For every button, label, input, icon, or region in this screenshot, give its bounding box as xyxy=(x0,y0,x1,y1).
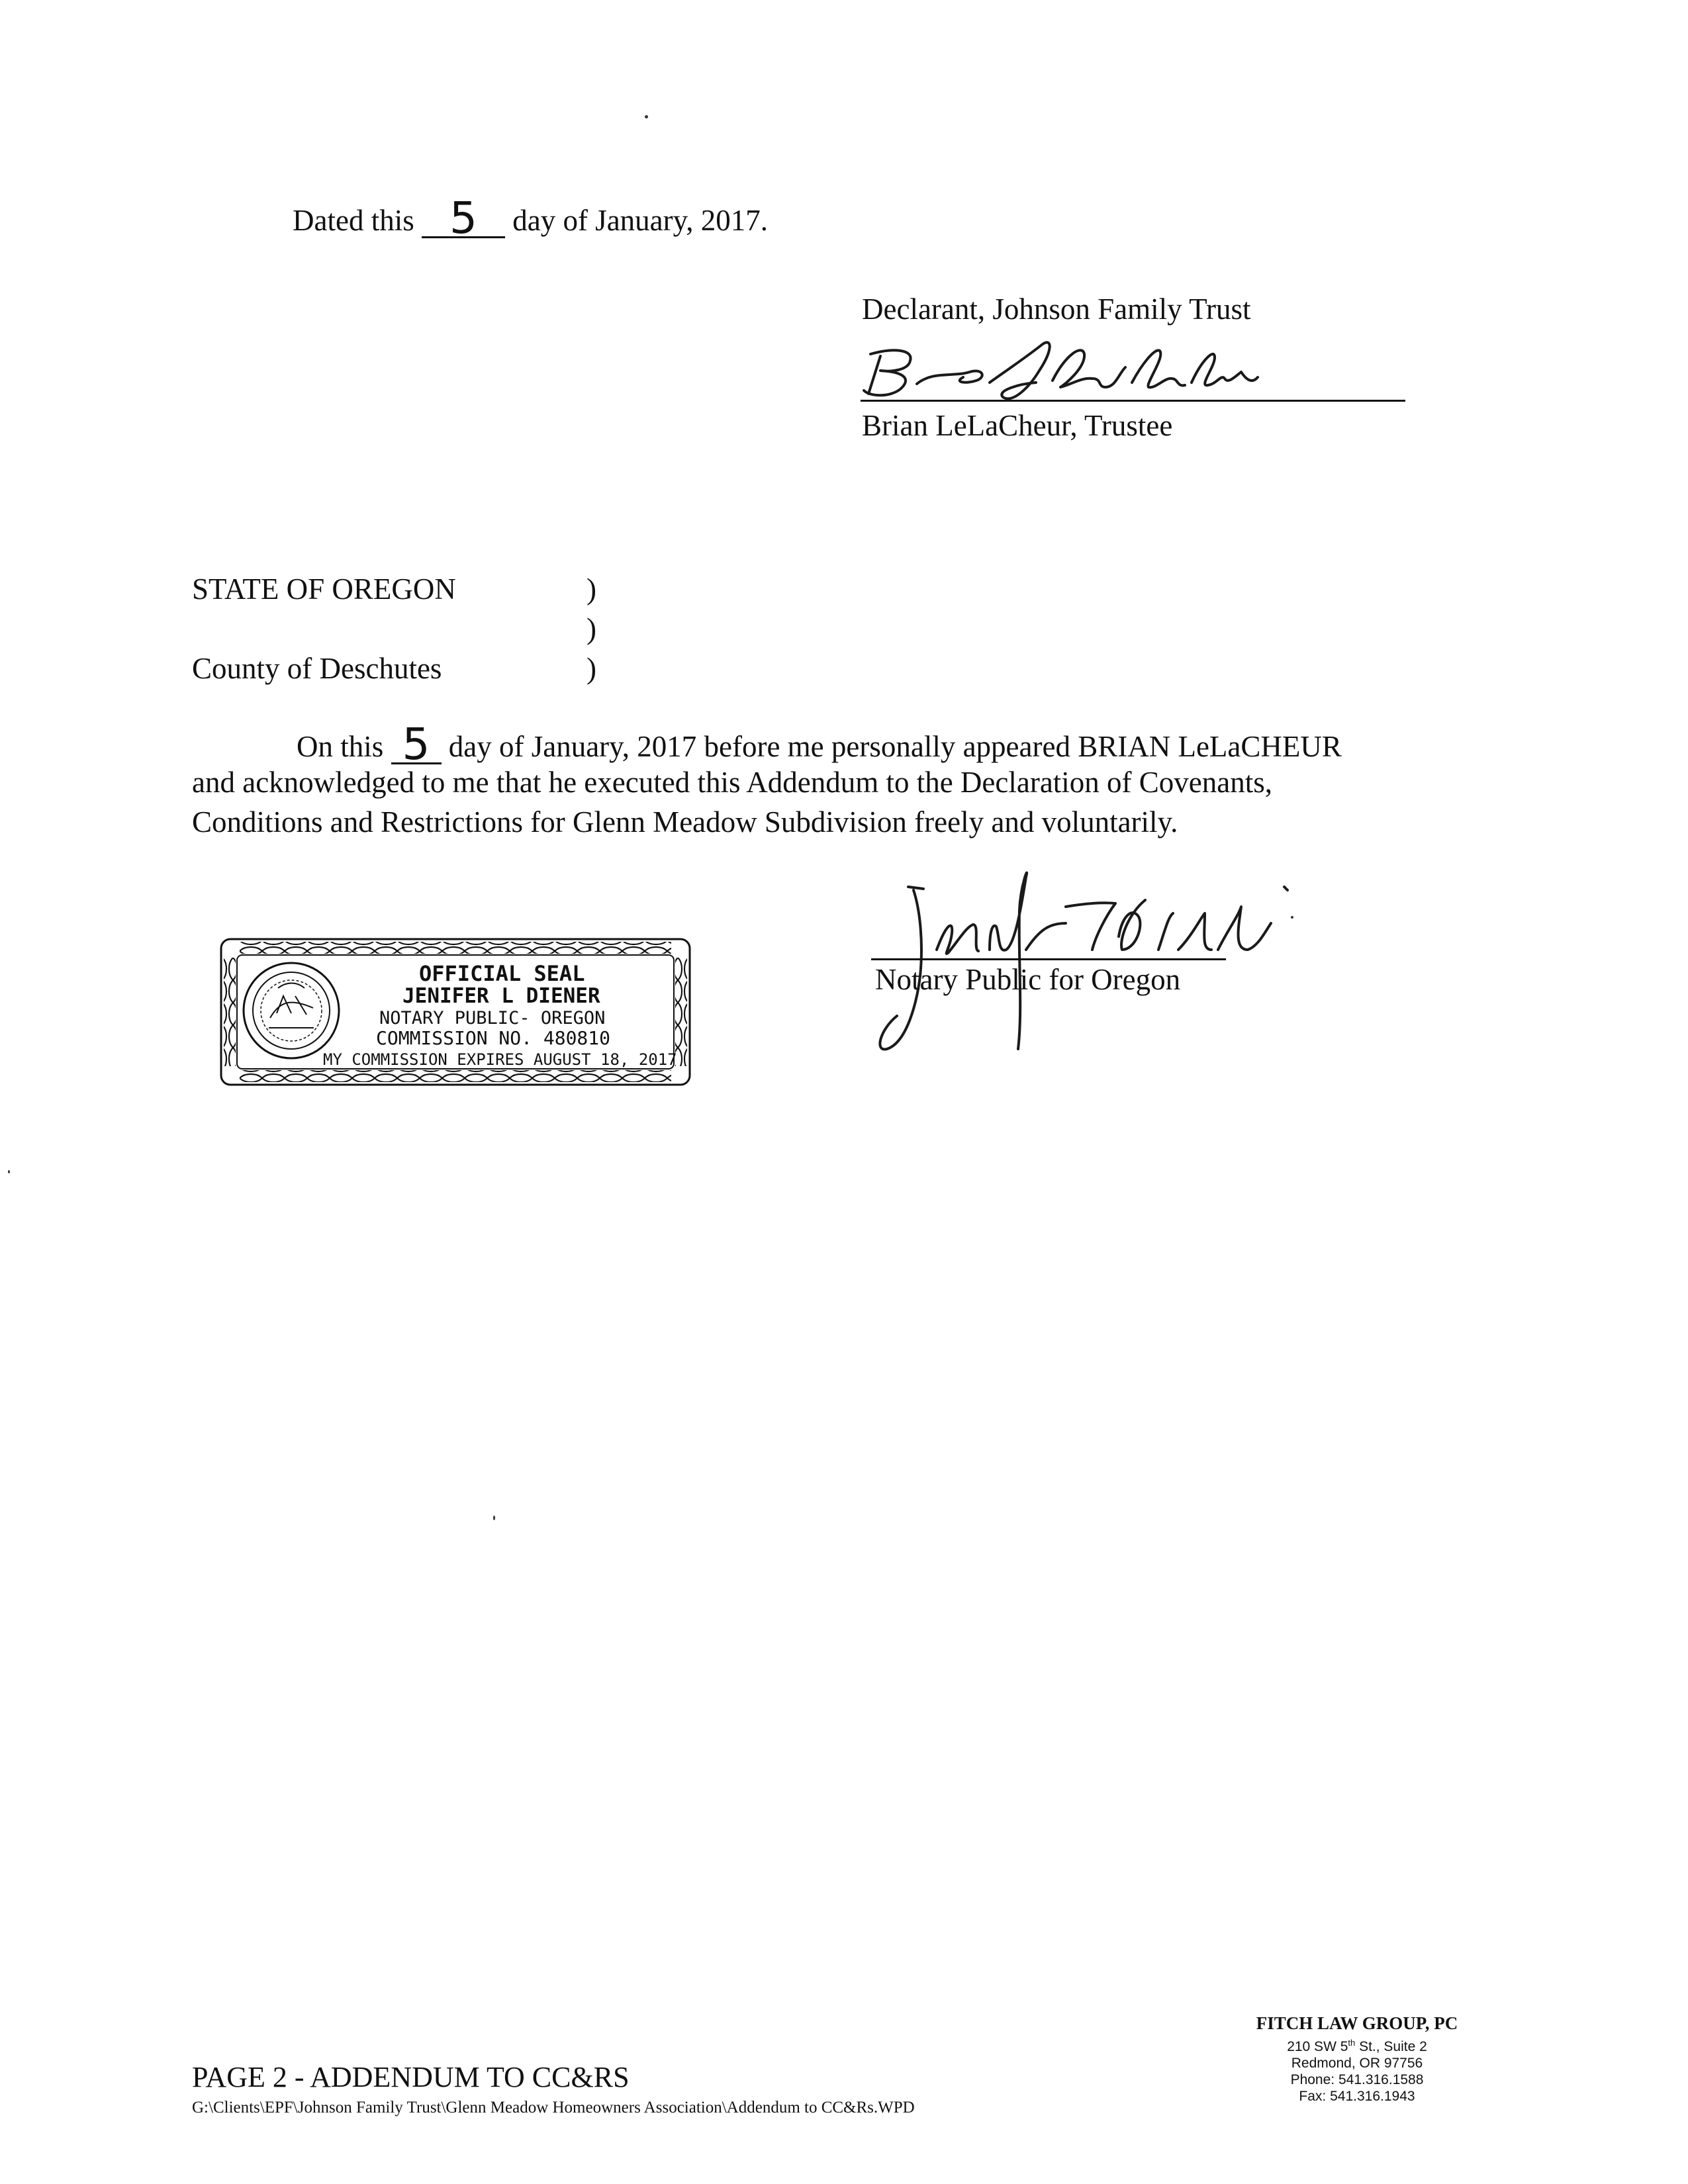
firm-name: FITCH LAW GROUP, PC xyxy=(1256,2013,1458,2033)
declarant-heading: Declarant, Johnson Family Trust xyxy=(862,293,1251,326)
dated-day-blank: 5 xyxy=(422,201,505,238)
notary-official-seal xyxy=(217,935,694,1089)
declarant-signer: Brian LeLaCheur, Trustee xyxy=(862,409,1173,442)
dated-prefix: Dated this xyxy=(293,204,414,237)
seal-commission-expires: MY COMMISSION EXPIRES AUGUST 18, 2017 xyxy=(323,1050,677,1069)
seal-notary-name: JENIFER L DIENER xyxy=(402,984,600,1008)
seal-title: OFFICIAL SEAL xyxy=(419,961,585,986)
dated-line xyxy=(293,193,768,244)
footer-file-path: G:\Clients\EPF\Johnson Family Trust\Glenn Meadow Homeowners Association\Addendum to CC&Rs.WPD xyxy=(192,2099,915,2116)
ack-day-blank: 5 xyxy=(391,727,442,764)
scan-speck xyxy=(1291,916,1293,919)
notary-signature-line xyxy=(871,958,1226,960)
seal-commission-number: COMMISSION NO. 480810 xyxy=(376,1027,611,1049)
ack-suffix: day of January, 2017 before me personally appeared BRIAN LeLaCHEUR xyxy=(448,730,1342,763)
declarant-signature-line xyxy=(861,400,1405,402)
ack-prefix: On this xyxy=(297,730,384,763)
seal-notary-public: NOTARY PUBLIC- OREGON xyxy=(379,1008,606,1028)
venue-state: STATE OF OREGON xyxy=(192,572,456,606)
venue-county: County of Deschutes xyxy=(192,652,442,685)
venue-paren-2: ) xyxy=(586,612,596,645)
firm-address-1: 210 SW 5th St., Suite 2 xyxy=(1287,2038,1427,2054)
firm-phone: Phone: 541.316.1588 xyxy=(1290,2072,1424,2087)
venue-paren-3: ) xyxy=(586,652,596,685)
ack-line-3: Conditions and Restrictions for Glenn Meadow Subdivision freely and voluntarily. xyxy=(192,805,1178,839)
scan-speck xyxy=(645,115,648,118)
venue-paren-1: ) xyxy=(586,572,596,606)
footer-page-label: PAGE 2 - ADDENDUM TO CC&RS xyxy=(192,2061,630,2093)
firm-block xyxy=(1211,2012,1503,2105)
ack-line-2: and acknowledged to me that he executed this Addendum to the Declaration of Covenants, xyxy=(192,766,1273,799)
scan-speck xyxy=(8,1170,10,1173)
declarant-signature xyxy=(854,331,1331,407)
firm-address-2: Redmond, OR 97756 xyxy=(1291,2056,1423,2071)
dated-suffix: day of January, 2017. xyxy=(512,204,768,237)
notary-title: Notary Public for Oregon xyxy=(875,963,1181,996)
state-seal-emblem-icon xyxy=(244,963,339,1058)
ack-line-1 xyxy=(297,719,1342,770)
firm-fax: Fax: 541.316.1943 xyxy=(1299,2089,1415,2104)
scan-speck xyxy=(493,1516,495,1520)
